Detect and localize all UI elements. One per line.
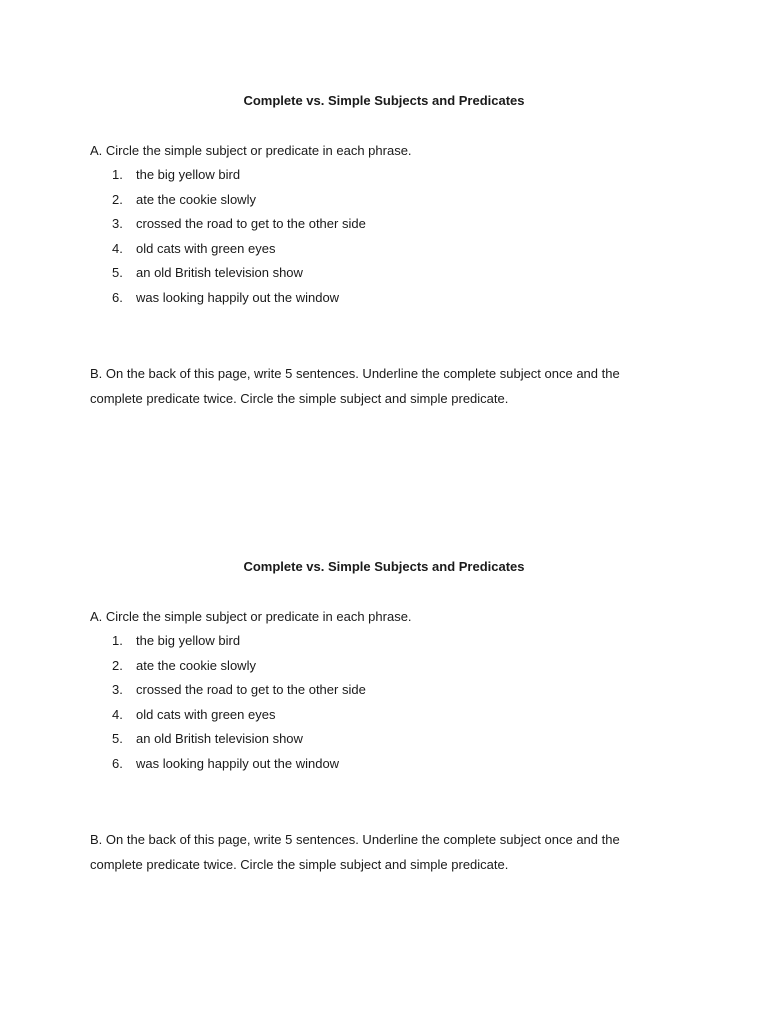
worksheet-title: Complete vs. Simple Subjects and Predicates <box>243 559 525 574</box>
item-number: 6. <box>112 289 123 305</box>
item-number: 3. <box>112 682 123 698</box>
list-item <box>112 730 366 755</box>
list-item <box>112 755 366 780</box>
worksheet-title: Complete vs. Simple Subjects and Predicates <box>243 93 525 108</box>
section-b-line-1: B. On the back of this page, write 5 sentences. Underline the complete subject once and the <box>90 832 620 847</box>
item-number: 3. <box>112 216 123 232</box>
item-text: was looking happily out the window <box>136 755 340 771</box>
section-a-instruction: A. Circle the simple subject or predicate in each phrase. <box>90 609 412 624</box>
item-number: 1. <box>112 633 123 648</box>
item-number: 6. <box>112 755 123 771</box>
list-item <box>112 240 366 265</box>
list-item <box>112 706 366 731</box>
item-number: 4. <box>112 240 123 256</box>
item-text: old cats with green eyes <box>136 706 276 722</box>
item-text: ate the cookie slowly <box>136 657 256 673</box>
phrase-list <box>112 632 366 780</box>
section-b-instruction <box>90 828 680 877</box>
list-item <box>112 289 366 314</box>
section-b-line-2: complete predicate twice. Circle the simple subject and simple predicate. <box>90 856 509 872</box>
item-text: the big yellow bird <box>136 633 241 648</box>
item-text: crossed the road to get to the other side <box>136 682 366 698</box>
list-item <box>112 632 366 657</box>
item-number: 5. <box>112 731 123 747</box>
item-number: 4. <box>112 706 123 722</box>
item-number: 5. <box>112 265 123 281</box>
item-text: ate the cookie slowly <box>136 191 256 207</box>
item-text: an old British television show <box>136 731 303 747</box>
worksheet-1 <box>0 0 768 420</box>
list-item <box>112 681 366 706</box>
list-item <box>112 191 366 216</box>
item-text: the big yellow bird <box>136 167 241 182</box>
list-item <box>112 166 366 191</box>
list-item <box>112 264 366 289</box>
item-number: 2. <box>112 191 123 207</box>
item-text: old cats with green eyes <box>136 240 276 256</box>
worksheet-2 <box>0 466 768 886</box>
section-b-instruction <box>90 362 680 411</box>
item-text: was looking happily out the window <box>136 289 340 305</box>
item-text: an old British television show <box>136 265 303 281</box>
section-b-line-2: complete predicate twice. Circle the simple subject and simple predicate. <box>90 390 509 406</box>
item-number: 1. <box>112 167 123 182</box>
phrase-list <box>112 166 366 314</box>
item-number: 2. <box>112 657 123 673</box>
list-item <box>112 215 366 240</box>
item-text: crossed the road to get to the other side <box>136 216 366 232</box>
list-item <box>112 657 366 682</box>
section-a-instruction: A. Circle the simple subject or predicate in each phrase. <box>90 143 412 158</box>
section-b-line-1: B. On the back of this page, write 5 sentences. Underline the complete subject once and the <box>90 366 620 381</box>
